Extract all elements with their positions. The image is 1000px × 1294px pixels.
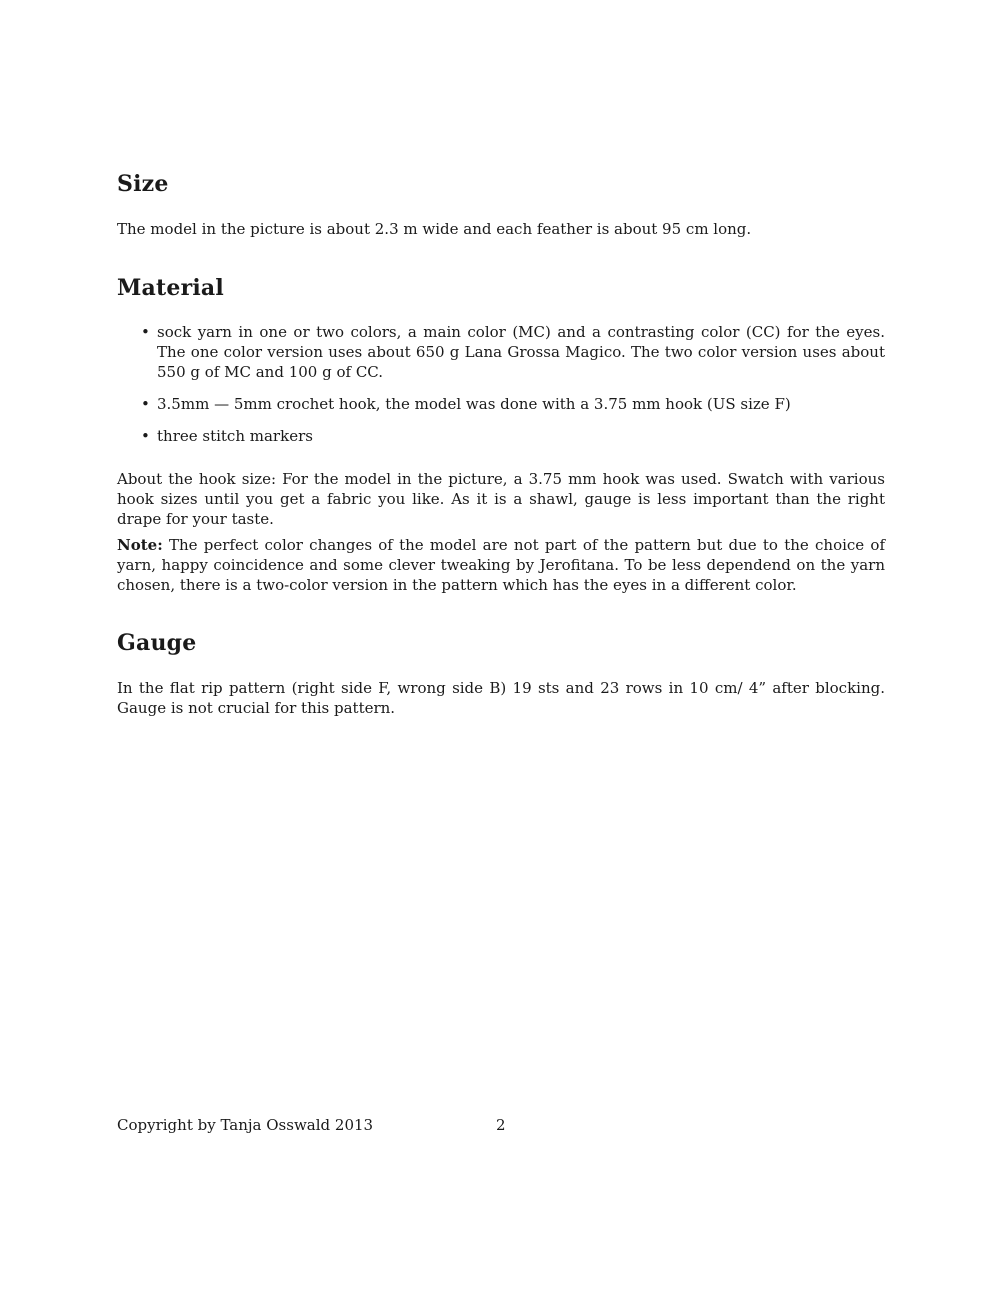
list-item: [117, 426, 885, 446]
note-text: The perfect color changes of the model are not part of the pattern but due to the choice of yarn, happy coincidence and some clever tweaking by Jerofitana. To be less dependend on the yarn chosen, there is a two-color version in the pattern which has the eyes in a different color.: [117, 536, 885, 594]
gauge-heading: Gauge: [117, 630, 197, 656]
list-item: [117, 322, 885, 382]
page-number: 2: [496, 1116, 506, 1134]
size-paragraph: The model in the picture is about 2.3 m wide and each feather is about 95 cm long.: [117, 220, 752, 238]
material-item-text: 3.5mm — 5mm crochet hook, the model was done with a 3.75 mm hook (US size F): [157, 395, 791, 413]
list-item: [117, 394, 885, 414]
bullet-icon: •: [141, 323, 150, 341]
hook-size-paragraph: About the hook size: For the model in the picture, a 3.75 mm hook was used. Swatch with various hook sizes until you get a fabric you like. As it is a shawl, gauge is less important than the right drape for your taste.: [117, 470, 885, 528]
material-item-text: three stitch markers: [157, 427, 313, 445]
material-heading: Material: [117, 275, 224, 301]
note-paragraph: [117, 535, 885, 595]
bullet-icon: •: [141, 427, 150, 445]
note-label: Note:: [117, 536, 163, 554]
size-heading: Size: [117, 171, 169, 197]
gauge-paragraph: In the flat rip pattern (right side F, wrong side B) 19 sts and 23 rows in 10 cm/ 4” after blocking. Gauge is not crucial for this pattern.: [117, 679, 885, 717]
bullet-icon: •: [141, 395, 150, 413]
material-list: [117, 322, 885, 458]
footer-copyright: Copyright by Tanja Osswald 2013: [117, 1116, 374, 1134]
material-item-text: sock yarn in one or two colors, a main color (MC) and a contrasting color (CC) for the eyes. The one color version uses about 650 g Lana Grossa Magico. The two color version uses about 550 g of MC and 100 g of CC.: [157, 323, 885, 381]
